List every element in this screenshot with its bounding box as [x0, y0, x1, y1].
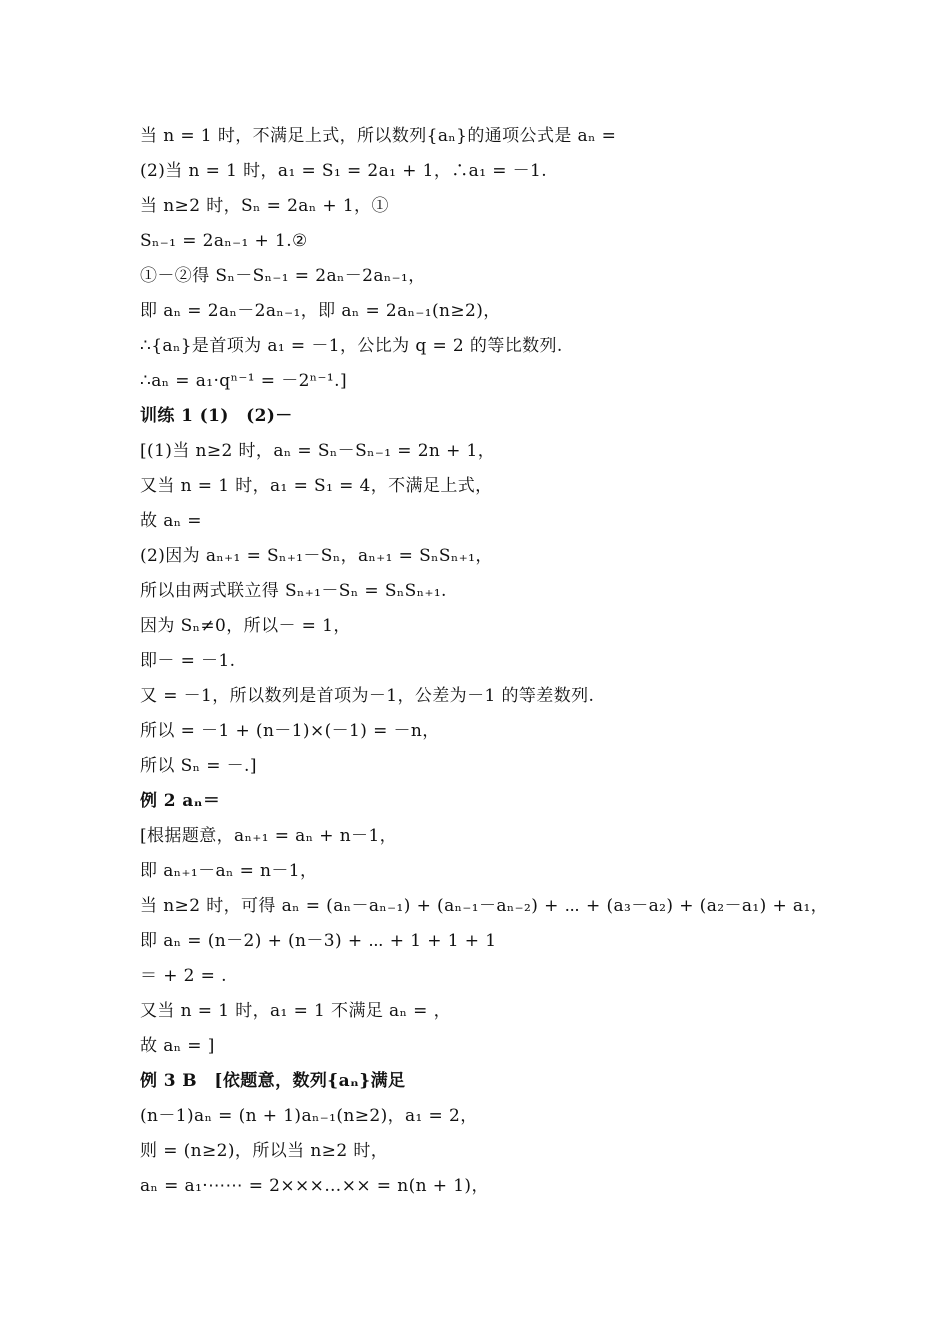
- section-heading: 训练 1 (1) (2)－: [140, 406, 293, 426]
- text-line: 当 n≥2 时，Sₙ = 2aₙ + 1，①: [140, 196, 389, 216]
- text-line: ∴{aₙ}是首项为 a₁ = －1，公比为 q = 2 的等比数列.: [140, 336, 563, 356]
- section-heading: 例 2 aₙ＝: [140, 791, 221, 811]
- text-line: 故 aₙ = ]: [140, 1036, 215, 1056]
- text-line: 当 n≥2 时，可得 aₙ = (aₙ－aₙ₋₁) + (aₙ₋₁－aₙ₋₂) + ⋯ + (a₃－a₂) + (a₂－a₁) + a₁，: [140, 896, 829, 916]
- text-line: ①－②得 Sₙ－Sₙ₋₁ = 2aₙ－2aₙ₋₁，: [140, 266, 426, 286]
- text-line: 因为 Sₙ≠0，所以－ = 1，: [140, 616, 351, 636]
- text-line: 所以 Sₙ = －.]: [140, 756, 257, 776]
- text-line: [根据题意，aₙ₊₁ = aₙ + n－1，: [140, 826, 398, 846]
- text-line: 又当 n = 1 时，a₁ = 1 不满足 aₙ = ，: [140, 1001, 451, 1021]
- text-line: 又当 n = 1 时，a₁ = S₁ = 4，不满足上式，: [140, 476, 493, 496]
- text-line: ＝ + 2 = .: [140, 966, 227, 986]
- text-line: 故 aₙ =: [140, 511, 202, 531]
- text-line: 则 = (n≥2)，所以当 n≥2 时，: [140, 1141, 389, 1161]
- text-line: 即 aₙ = 2aₙ－2aₙ₋₁，即 aₙ = 2aₙ₋₁(n≥2)，: [140, 301, 501, 321]
- text-line: 又 = －1，所以数列是首项为－1，公差为－1 的等差数列.: [140, 686, 595, 706]
- text-line: Sₙ₋₁ = 2aₙ₋₁ + 1.②: [140, 231, 308, 251]
- text-line: [(1)当 n≥2 时，aₙ = Sₙ－Sₙ₋₁ = 2n + 1，: [140, 441, 496, 461]
- text-line: 所以 = －1 + (n－1)×(－1) = －n，: [140, 721, 440, 741]
- text-line: 所以由两式联立得 Sₙ₊₁－Sₙ = SₙSₙ₊₁.: [140, 581, 447, 601]
- text-line: (n－1)aₙ = (n + 1)aₙ₋₁(n≥2)，a₁ = 2，: [140, 1106, 478, 1126]
- text-line: ∴aₙ = a₁·qⁿ⁻¹ = －2ⁿ⁻¹.]: [140, 371, 347, 391]
- section-heading: 例 3 B [依题意，数列{aₙ}满足: [140, 1071, 406, 1091]
- text-line: 即－ = －1.: [140, 651, 236, 671]
- text-line: (2)当 n = 1 时，a₁ = S₁ = 2a₁ + 1，∴a₁ = －1.: [140, 161, 548, 181]
- text-line: 即 aₙ₊₁－aₙ = n－1，: [140, 861, 318, 881]
- text-line: (2)因为 aₙ₊₁ = Sₙ₊₁－Sₙ，aₙ₊₁ = SₙSₙ₊₁，: [140, 546, 493, 566]
- text-line: aₙ = a₁·⋯⋯ = 2×××…×× = n(n + 1)，: [140, 1176, 489, 1196]
- text-line: 当 n = 1 时，不满足上式，所以数列{aₙ}的通项公式是 aₙ =: [140, 126, 617, 146]
- text-line: 即 aₙ = (n－2) + (n－3) + ⋯ + 1 + 1 + 1: [140, 931, 497, 951]
